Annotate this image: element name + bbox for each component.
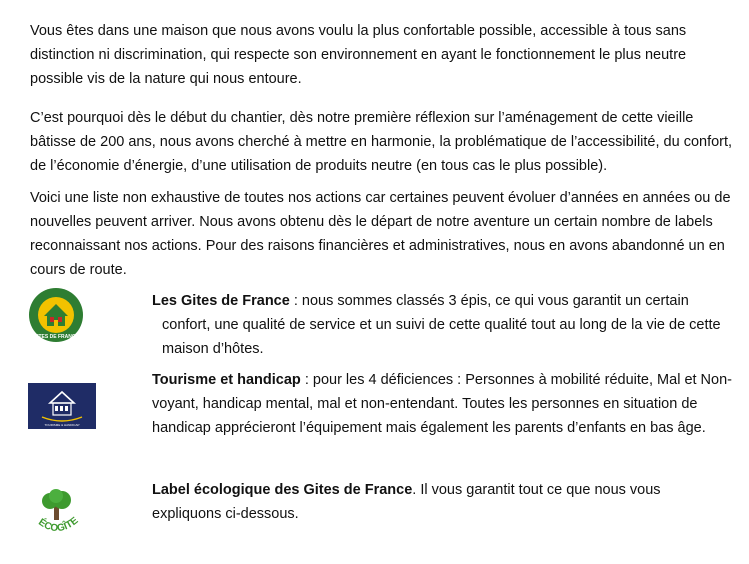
tourisme-handicap-logo-icon	[28, 383, 96, 429]
handicap-logo-text: TOURISME & HANDICAP	[44, 423, 80, 427]
label-title: Les Gites de France	[152, 293, 290, 309]
label-ecogite	[152, 478, 732, 526]
label-text-continuation: confort, une qualité de service et un suivi de cette qualité tout au long de la vie de cette maison d’hôtes.	[162, 317, 721, 357]
label-tourisme-handicap	[152, 368, 732, 440]
label-text: . Il vous garantit tout ce que nous vous expliquons ci-dessous.	[152, 482, 661, 522]
gites-de-france-logo-icon	[28, 287, 84, 343]
label-title: Tourisme et handicap	[152, 372, 301, 388]
gites-logo-text: GITES DE FRANCE	[33, 334, 79, 340]
label-text: : pour les 4 déficiences : Personnes à mobilité réduite, Mal et Non-voyant, handicap mental, mal et non-entendant. Toutes les personnes en situation de handicap apprécieront l’équipement mais également les parents d’enfants en bas âge.	[152, 372, 732, 436]
actions-paragraph: Voici une liste non exhaustive de toutes nos actions car certaines peuvent évoluer d’années en années ou de nouvelles peuvent arriver. Nous avons obtenu dès le départ de notre aventure un certain nombre de labels reconnaissant nos actions. Pour des raisons financières et administratives, nous en avons abandonné un en cours de route.	[30, 190, 731, 278]
approach-paragraph: C’est pourquoi dès le début du chantier, dès notre première réflexion sur l’aménagement de cette vieille bâtisse de 200 ans, nous avons cherché à mettre en harmonie, la problématique de l’accessibilité, du confort, de l’économie d’énergie, d’une utilisation de produits neutre (en tous cas le plus possible).	[30, 110, 733, 174]
label-title: Label écologique des Gites de France	[152, 482, 413, 498]
label-text: : nous sommes classés 3 épis, ce qui vous garantit un certain	[289, 293, 689, 309]
label-gites-de-france	[152, 289, 732, 361]
ecogite-logo-text: ÉCOGÎTE	[36, 515, 81, 535]
ecogite-logo-icon	[24, 488, 90, 540]
intro-paragraph: Vous êtes dans une maison que nous avons voulu la plus confortable possible, accessible à tous sans distinction ni discrimination, qui respecte son environnement en ayant le fonctionnement le plus neutre possible vis de la nature qui nous entoure.	[30, 23, 687, 87]
